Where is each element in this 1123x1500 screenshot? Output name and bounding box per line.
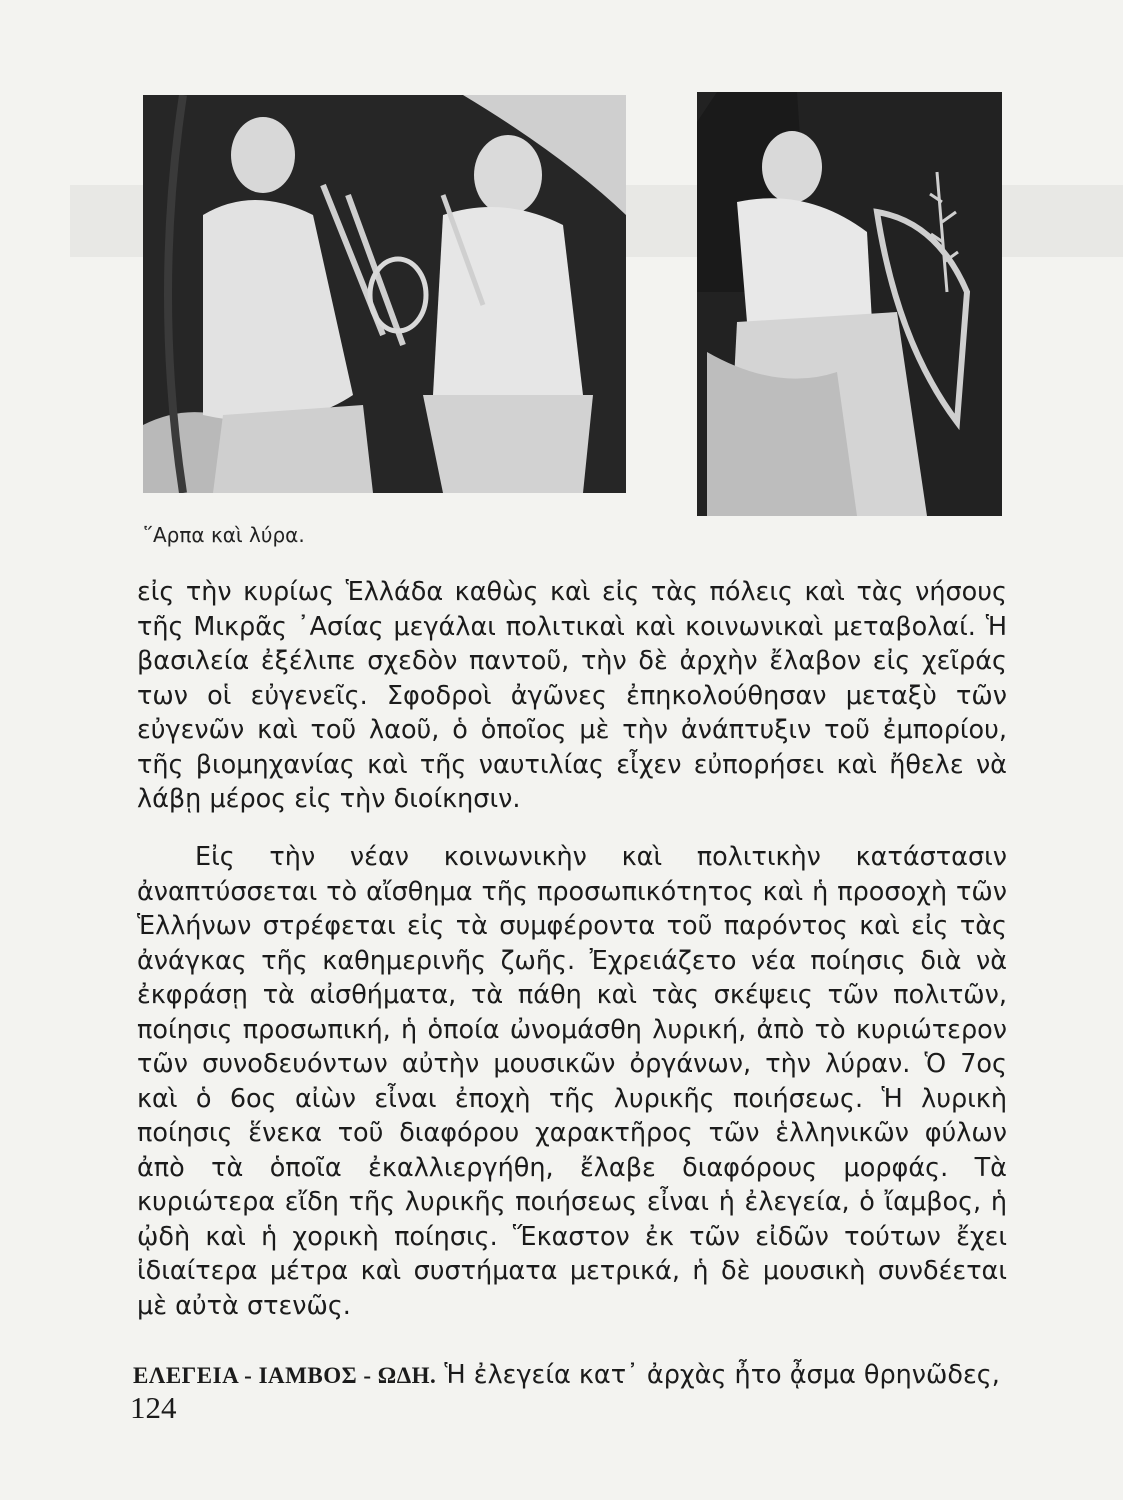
section-heading-line [133, 1358, 1007, 1393]
page-number: 124 [130, 1390, 177, 1425]
figure-caption: ῞Αρπα καὶ λύρα. [143, 523, 305, 547]
vase-painting-lyre-players [143, 95, 626, 493]
paragraph-1: εἰς τὴν κυρίως Ἑλλάδα καθὼς καὶ εἰς τὰς πόλεις καὶ τὰς νήσους τῆς Μικρᾶς ᾿Ασίας μεγάλαι πολιτικαὶ καὶ κοινωνικαὶ μεταβολαί. Ἡ βασιλεία ἐξέλιπε σχεδὸν παντοῦ, τὴν δὲ ἀρχὴν ἔλαβον εἰς χεῖράς των οἱ εὐγενεῖς. Σφοδροὶ ἀγῶνες ἐπηκολούθησαν μεταξὺ τῶν εὐγενῶν καὶ τοῦ λαοῦ, ὁ ὁποῖος μὲ τὴν ἀνάπτυξιν τοῦ ἐμπορίου, τῆς βιομηχανίας καὶ τῆς ναυτιλίας εἶχεν εὐπορήσει καὶ ἤθελε νὰ λάβῃ μέρος εἰς τὴν διοίκησιν. [137, 577, 1007, 814]
section-title: ΕΛΕΓΕΙΑ - ΙΑΜΒΟΣ - ΩΔΗ. [133, 1363, 437, 1388]
vase-painting-harp-player [697, 92, 1002, 516]
paragraph-2: Εἰς τὴν νέαν κοινωνικὴν καὶ πολιτικὴν κατάστασιν ἀναπτύσσεται τὸ αἴσθημα τῆς προσωπικότητος καὶ ἡ προσοχὴ τῶν Ἑλλήνων στρέφεται εἰς τὰ συμφέροντα τοῦ παρόντος καὶ εἰς τὰς ἀνάγκας τῆς καθημερινῆς ζωῆς. Ἐχρειάζετο νέα ποίησις διὰ νὰ ἐκφράσῃ τὰ αἰσθήματα, τὰ πάθη καὶ τὰς σκέψεις τῶν πολιτῶν, ποίησις προσωπική, ἡ ὁποία ὠνομάσθη λυρική, ἀπὸ τὸ κυριώτερον τῶν συνοδευόντων αὐτὴν μουσικῶν ὀργάνων, τὴν λύραν. Ὁ 7ος καὶ ὁ 6ος αἰὼν εἶναι ἐποχὴ τῆς λυρικῆς ποιήσεως. Ἡ λυρικὴ ποίησις ἕνεκα τοῦ διαφόρου χαρακτῆρος τῶν ἑλληνικῶν φύλων ἀπὸ τὰ ὁποῖα ἐκαλλιεργήθη, ἔλαβε διαφόρους μορφάς. Τὰ κυριώτερα εἴδη τῆς λυρικῆς ποιήσεως εἶναι ἡ ἐλεγεία, ὁ ἴαμβος, ἡ ᾠδὴ καὶ ἡ χορικὴ ποίησις. Ἕκαστον ἐκ τῶν εἰδῶν τούτων ἔχει ἰδιαίτερα μέτρα καὶ συστήματα μετρικά, ἡ δὲ μουσικὴ συνδέεται μὲ αὐτὰ στενῶς. [137, 842, 1007, 1321]
section-text: Ἡ ἐλεγεία κατ᾿ ἀρχὰς ἦτο ᾆσμα θρηνῶδες, [444, 1360, 1000, 1390]
